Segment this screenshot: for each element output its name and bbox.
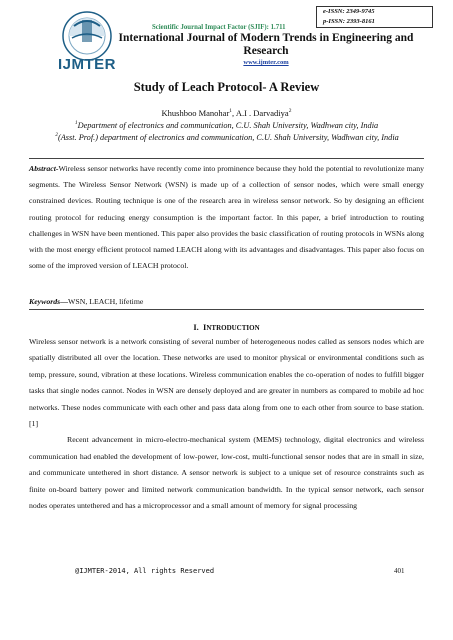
abstract-label: Abstract- [29, 164, 59, 173]
abstract-text: Wireless sensor networks have recently come into prominence because they hold the potential to revolutionize many segments. The Wireless Sensor Network (WSN) is made up of a collection of sensor nodes, which were small energy constrained devices. Routing technique is one of the research area in wireless sensor network. So by designing an efficient routing protocol for reducing energy consumption is the important factor. In this paper, a brief introduction to routing challenges in WSN have been mentioned. This paper also provides the basic classification of routing protocols in WSNs along with the most energy efficient protocol named LEACH along with its advantages and disadvantages. This paper also focus on some of the improved version of LEACH protocol. [29, 164, 424, 271]
author-2-sup: 2 [288, 108, 292, 115]
affiliation-2 [32, 130, 422, 143]
footer-copyright: @IJMTER-2014, All rights Reserved [75, 567, 215, 575]
affiliation-1 [0, 120, 453, 130]
section-first-letter: I [203, 322, 207, 332]
pissn-text: p-ISSN: 2393-8161 [323, 18, 375, 25]
paper-title: Study of Leach Protocol- A Review [133, 80, 320, 94]
keywords [29, 297, 424, 306]
affil-2-sup: 2 [55, 132, 58, 138]
body-text [29, 334, 424, 514]
journal-url-link[interactable]: www.ijmter.com [243, 59, 289, 66]
affil-2-text: (Asst. Prof.) department of electronics and communication, C.U. Shah University, Wadhwan city, India [57, 132, 399, 142]
logo-text: IJMTER [58, 56, 117, 73]
page-number: 401 [394, 567, 405, 575]
divider-top [29, 158, 424, 159]
body-paragraph-1: Wireless sensor network is a network consisting of several number of heterogeneous nodes called as sensors nodes which are spatially distributed all over the location. These networks are used to monitor physical or environmental conditions such as temp, pressure, sound, vibration at these locations. Wireless communication enables the co-operation of nodes to fulfill bigger tasks that single nodes cannot. Nodes in WSN are densely deployed and are greater in numbers as compared to mobile ad hoc networks. These nodes communicate with each other and pass data along from one to each other from source to base station. [1] [29, 337, 424, 429]
divider-keywords [29, 309, 424, 310]
author-2: , A.I . Darvadiya [232, 108, 289, 118]
authors-line [0, 108, 453, 118]
journal-title: International Journal of Modern Trends in Engineering and Research [118, 32, 414, 57]
body-paragraph-2: Recent advancement in micro-electro-mechanical system (MEMS) technology, digital electronics and wireless communication had enabled the development of low-power, low-cost, multi-functional sensor nodes that are in small in size, and communicate untethered in short distance. A sensor network is subject to a unique set of resource constraints such as finite on-board battery power and limited network communication bandwidth. In the typical sensor network, each sensor nodes operates untethered and has a microprocessor and a small amount of memory for signal processing [29, 435, 424, 511]
affil-1-sup: 1 [74, 120, 78, 126]
impact-factor: Scientific Journal Impact Factor (SJIF): 1.711 [152, 24, 286, 31]
section-title-rest: NTRODUCTION [206, 324, 260, 332]
author-1-sup: 1 [229, 108, 233, 115]
eissn-text: e-ISSN: 2349-9745 [323, 8, 375, 15]
abstract [29, 161, 424, 274]
affil-1-text: Department of electronics and communication, C.U. Shah University, Wadhwan city, India [77, 120, 379, 130]
section-heading [0, 322, 453, 332]
issn-box [316, 6, 433, 28]
author-1: Khushboo Manohar [161, 108, 230, 118]
keywords-label: Keywords— [29, 297, 68, 306]
keywords-text: WSN, LEACH, lifetime [68, 297, 144, 306]
section-number: I. [193, 322, 199, 332]
